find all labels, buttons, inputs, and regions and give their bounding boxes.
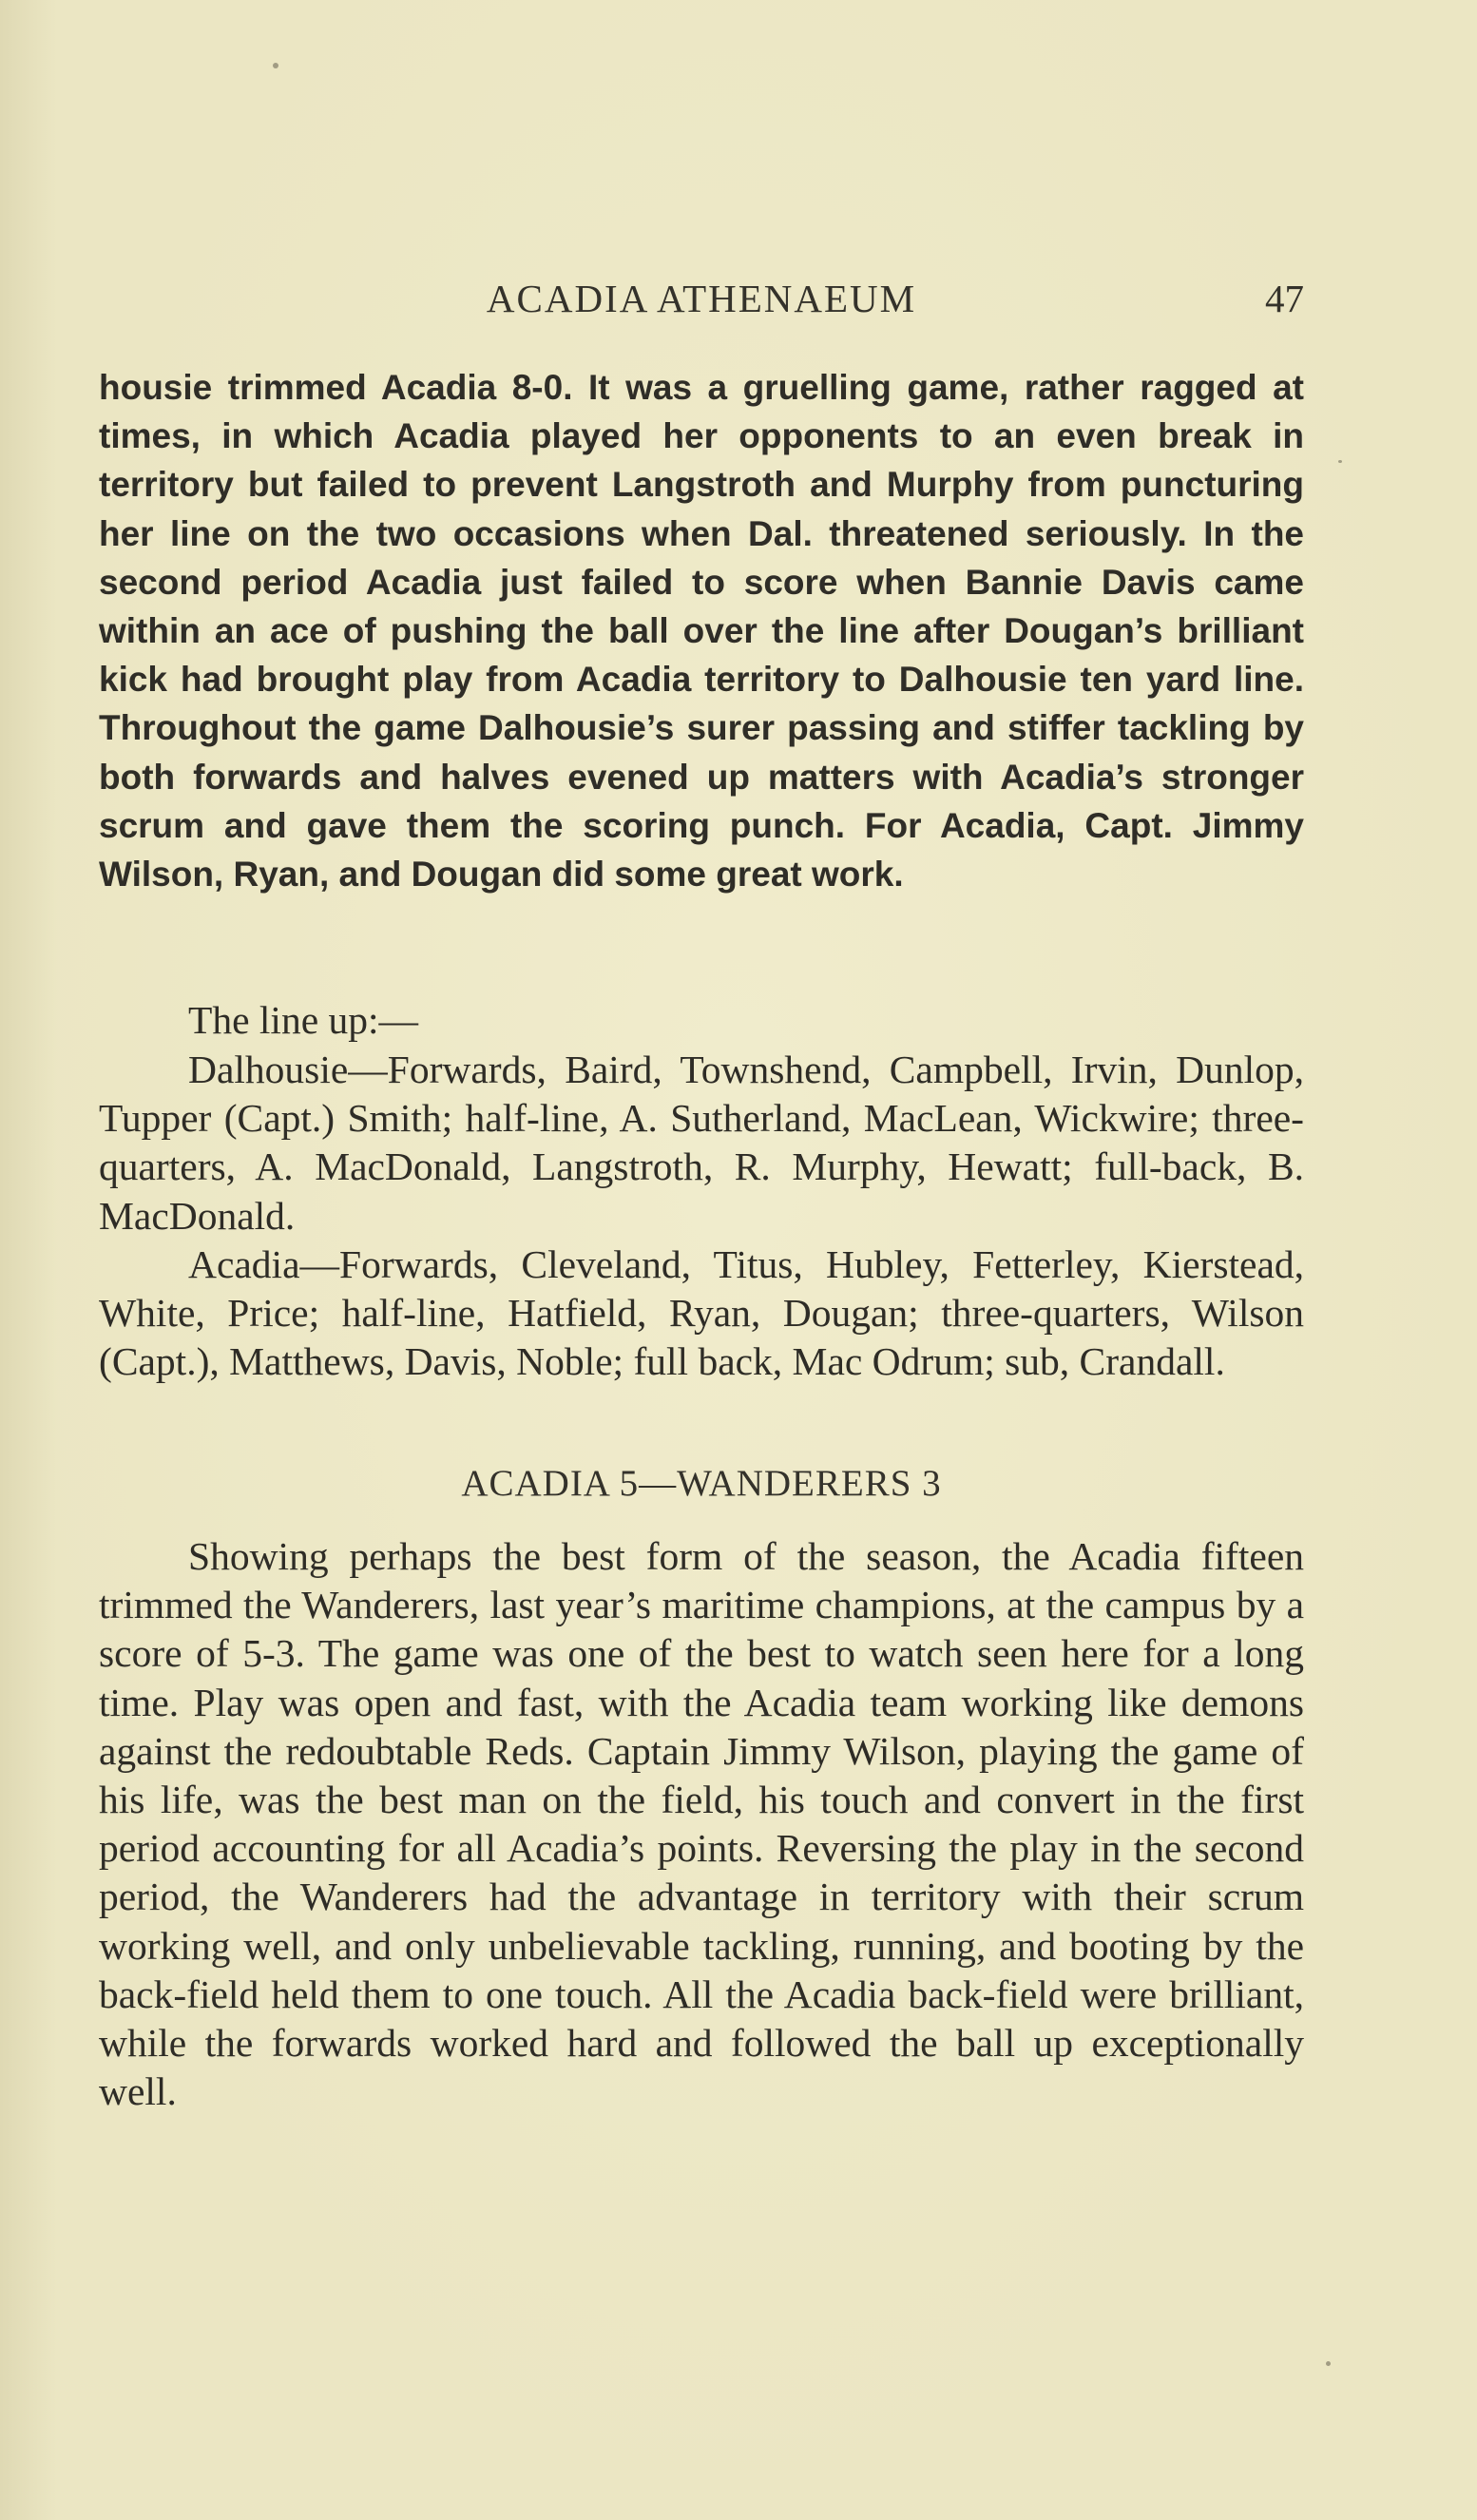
section-heading: ACADIA 5—WANDERERS 3 bbox=[461, 1463, 942, 1504]
paper-speck bbox=[273, 63, 278, 68]
running-title: ACADIA ATHENAEUM bbox=[486, 277, 917, 320]
lineup-intro: The line up:— bbox=[188, 998, 419, 1042]
lineup-dalhousie: Dalhousie—Forwards, Baird, Townshend, Campbell, Irvin, Dunlop, Tupper (Capt.) Smith; half-line, A. Sutherland, MacLean, Wickwire; three-quarters, A. MacDonald, Langstroth, R. Murphy, Hewatt; full-back, B. MacDonald. bbox=[99, 1048, 1304, 1238]
wanderers-report-paragraph: Showing perhaps the best form of the season, the Acadia fifteen trimmed the Wanderers, last year’s maritime champions, at the campus by a score of 5-3. The game was one of the best to watch seen here for a long time. Play was open and fast, with the Acadia team working like demons against the redoubtable Reds. Captain Jimmy Wilson, playing the game of his life, was the best man on the field, his touch and convert in the first period accounting for all Acadia’s points. Reversing the play in the second period, the Wanderers had the advantage in territory with their scrum working well, and only unbelievable tackling, running, and booting by the back-field held them to one touch. All the Acadia back-field were brilliant, while the forwards worked hard and followed the ball up exceptionally well. bbox=[99, 1534, 1304, 2114]
lineup-acadia: Acadia—Forwards, Cleveland, Titus, Hubley, Fetterley, Kierstead, White, Price; half-line, Hatfield, Ryan, Dougan; three-quarters, Wilson (Capt.), Matthews, Davis, Noble; full back, Mac Odrum; sub, Crandall. bbox=[99, 1242, 1304, 1384]
paper-speck bbox=[1338, 460, 1342, 463]
match-report-paragraph: housie trimmed Acadia 8-0. It was a gruelling game, rather ragged at times, in which Acadia played her opponents to an even break in territory but failed to prevent Langstroth and Murphy from puncturing her line on the two occasions when Dal. threatened seriously. In the second period Acadia just failed to score when Bannie Davis came within an ace of pushing the ball over the line after Dougan’s brilliant kick had brought play from Acadia territory to Dalhousie ten yard line. Throughout the game Dalhousie’s surer passing and stiffer tackling by both forwards and halves evened up matters with Acadia’s stronger scrum and gave them the scoring punch. For Acadia, Capt. Jimmy Wilson, Ryan, and Dougan did some great work. bbox=[99, 368, 1304, 895]
page-number: 47 bbox=[1265, 277, 1304, 320]
running-head bbox=[99, 272, 1304, 325]
paper-speck bbox=[1326, 2361, 1331, 2366]
